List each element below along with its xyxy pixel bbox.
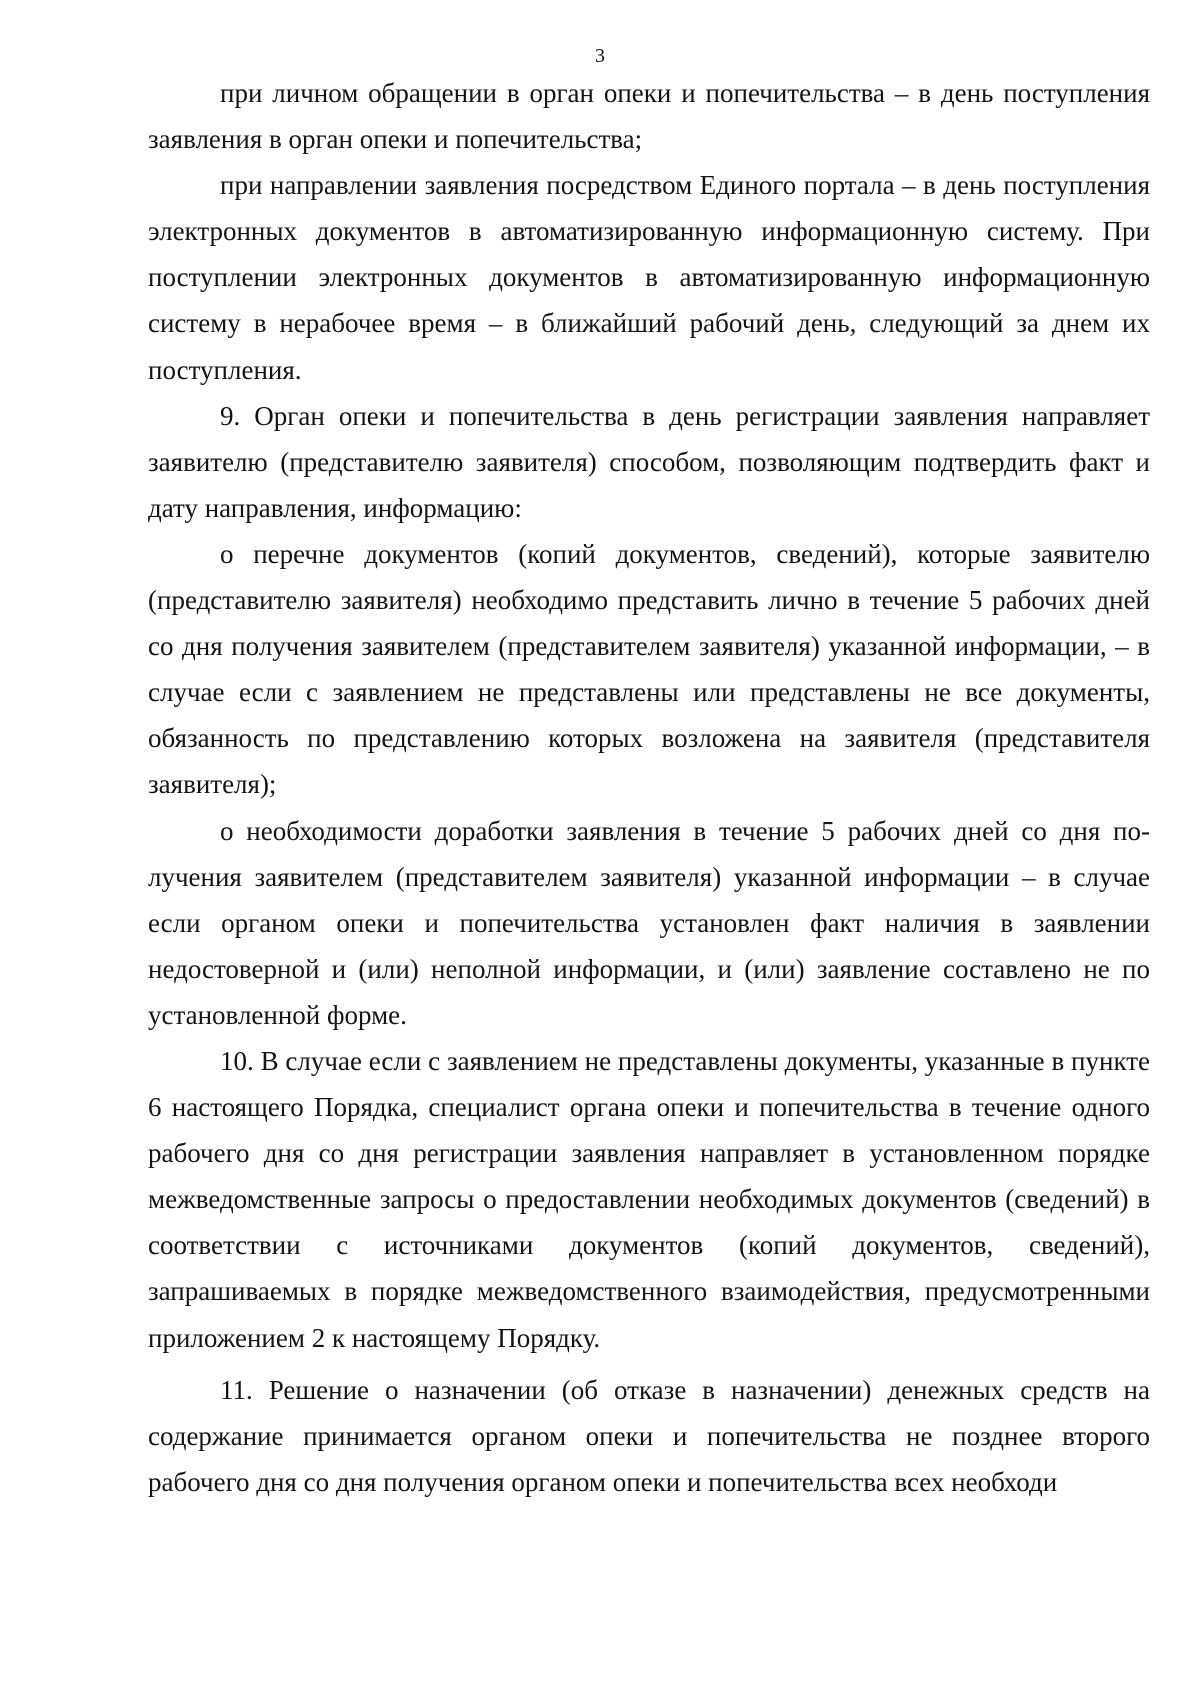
paragraph-document-list-notice: о перечне документов (копий документов, сведений), которые заявителю (представителю заявителя) необходимо представить лично в течение 5 рабочих дней со дня получения заявителем (представителем заявителя) указанной информации, – в случае если с заявлением не представлены или представлены не все документы, обязанность по представлению которых возложена на заявителя (представителя заявителя); bbox=[148, 538, 1150, 800]
paragraph-in-person-submission: при личном обращении в орган опеки и попечительства – в день поступления заявления в орган опеки и попечительства; bbox=[148, 78, 1150, 155]
paragraph-item-9: 9. Орган опеки и попечительства в день регистрации заявления направляет заявителю (представителю заявителя) способом, позволяющим подтвердить факт и дату направления, информацию: bbox=[148, 400, 1150, 523]
page-number: 3 bbox=[595, 45, 605, 67]
document-body bbox=[148, 70, 1150, 1505]
paragraph-revision-notice: о необходимости доработки заявления в течение 5 рабочих дней со дня получения заявителем (представителем заявителя) указанной информации – в случае если органом опеки и попечительства установлен факт наличия в заявлении недостоверной и (или) неполной информации, и (или) заявление составлено не по установленной форме. bbox=[148, 815, 1150, 1030]
paragraph-portal-submission: при направлении заявления посредством Единого портала – в день поступления электронных документов в автоматизированную информационную систему. При поступлении электронных документов в автоматизированную информационную систему в нерабочее время – в ближайший рабочий день, следующий за днем их поступления. bbox=[148, 170, 1150, 385]
paragraph-item-11: 11. Решение о назначении (об отказе в назначении) денежных средств на содержание принимается органом опеки и попечительства не позднее второго рабочего дня со дня получения органом опеки и попечительства всех необходи bbox=[148, 1374, 1150, 1497]
paragraph-item-10: 10. В случае если с заявлением не представлены документы, указанные в пункте 6 настоящего Порядка, специалист органа опеки и попечительства в течение одного рабочего дня со дня регистрации заявления направляет в установленном порядке межведомственные запросы о предоставлении необходимых документов (сведений) в соответствии с источниками документов (копий документов, сведений), запрашиваемых в порядке межведомственного взаимодействия, предусмотренными приложением 2 к настоящему Порядку. bbox=[148, 1045, 1150, 1353]
